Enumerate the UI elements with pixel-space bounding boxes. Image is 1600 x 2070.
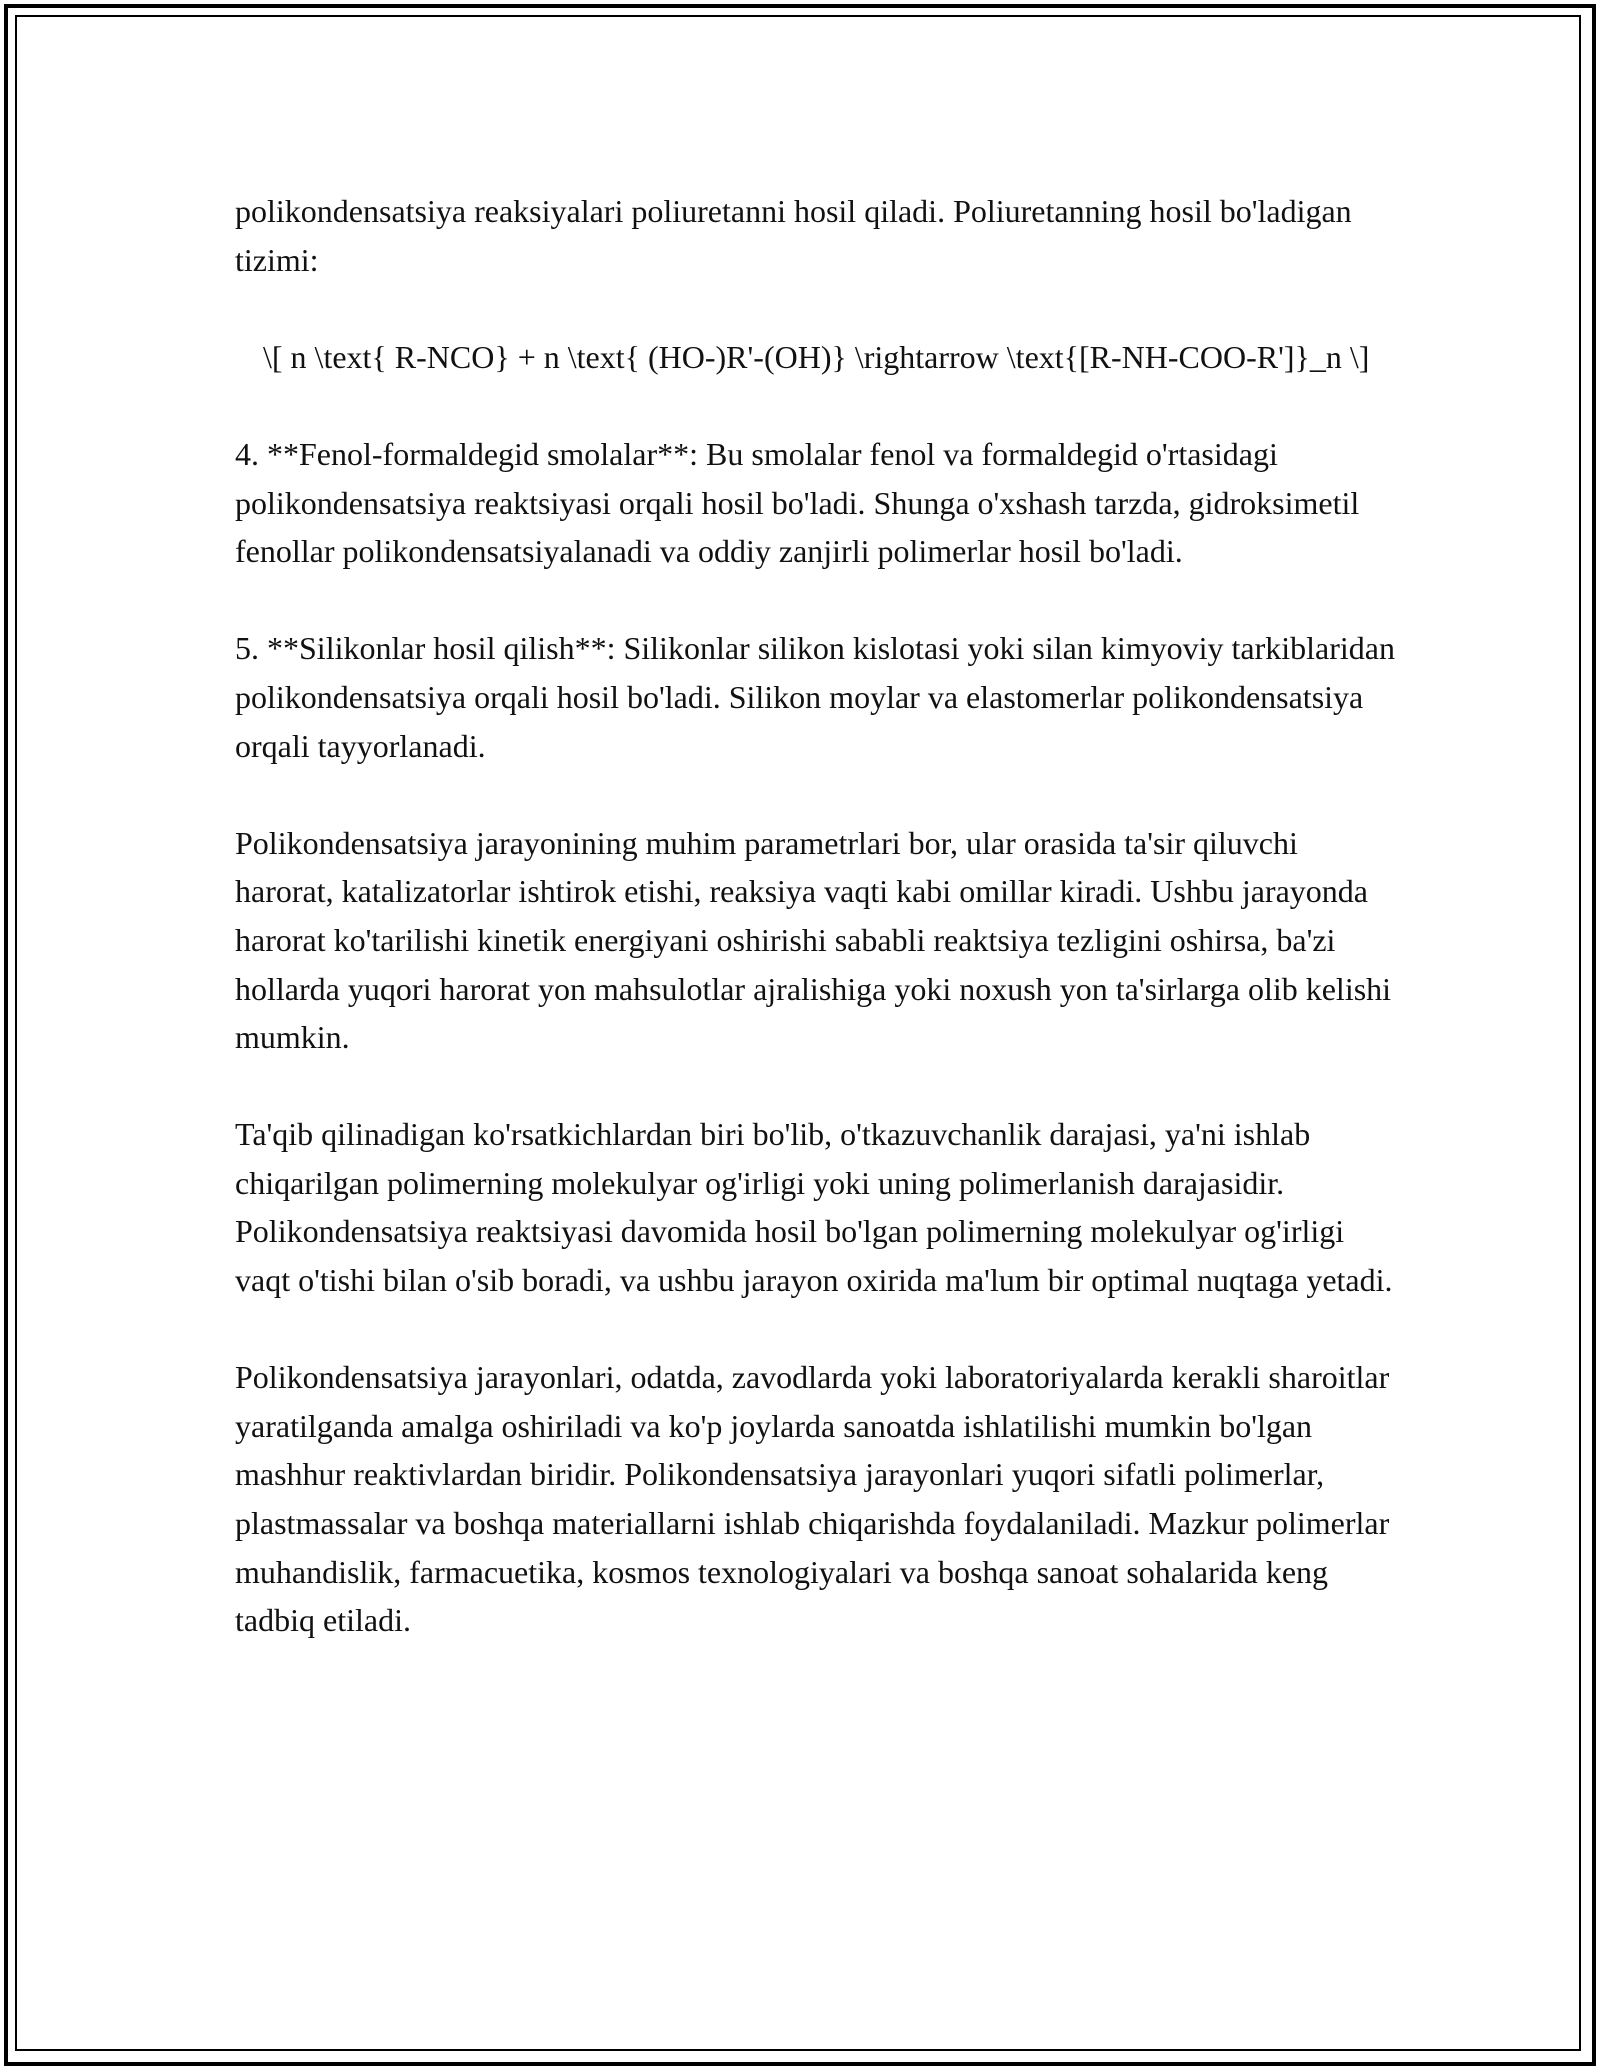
paragraph-polyurethane-formula: \[ n \text{ R-NCO} + n \text{ (HO-)R'-(OH)} \rightarrow \text{[R-NH-COO-R']}_n \]	[263, 338, 1370, 375]
paragraph-phenol-formaldehyde: 4. **Fenol-formaldegid smolalar**: Bu smolalar fenol va formaldegid o'rtasidagi polikondensatsiya reaktsiyasi orqali hosil bo'ladi. Shunga o'xshash tarzda, gidroksimetil fenollar polikondensatsiyalanadi va oddiy zanjirli polimerlar hosil bo'ladi.	[235, 435, 1360, 570]
paragraph-applications: Polikondensatsiya jarayonlari, odatda, zavodlarda yoki laboratoriyalarda kerakli sharoitlar yaratilganda amalga oshiriladi va ko'p joylarda sanoatda ishlatilishi mumkin bo'lgan mashhur reaktivlardan biridir. Polikondensatsiya jarayonlari yuqori sifatli polimerlar, plastmassalar va boshqa materiallarni ishlab chiqarishda foydalaniladi. Mazkur polimerlar muhandislik, farmacuetika, kosmos texnologiyalari va boshqa sanoat sohalarida keng tadbiq etiladi.	[235, 1359, 1390, 1639]
paragraph-molecular-weight: Ta'qib qilinadigan ko'rsatkichlardan biri bo'lib, o'tkazuvchanlik darajasi, ya'ni ishlab chiqarilgan polimerning molekulyar og'irligi yoki uning polimerlanish darajasidir. Polikondensatsiya reaktsiyasi davomida hosil bo'lgan polimerning molekulyar og'irligi vaqt o'tishi bilan o'sib boradi, va ushbu jarayon oxirida ma'lum bir optimal nuqtaga yetadi.	[235, 1116, 1393, 1299]
paragraph-polyurethane-intro: polikondensatsiya reaksiyalari poliuretanni hosil qiladi. Poliuretanning hosil bo'ladigan tizimi:	[235, 193, 1352, 278]
paragraph-parameters: Polikondensatsiya jarayonining muhim parametrlari bor, ular orasida ta'sir qiluvchi harorat, katalizatorlar ishtirok etishi, reaksiya vaqti kabi omillar kiradi. Ushbu jarayonda harorat ko'tarilishi kinetik energiyani oshirishi sababli reaktsiya tezligini oshirsa, ba'zi hollarda yuqori harorat yon mahsulotlar ajralishiga yoki noxush yon ta'sirlarga olib kelishi mumkin.	[235, 824, 1392, 1056]
document-body	[235, 187, 1395, 1693]
paragraph-silicones: 5. **Silikonlar hosil qilish**: Silikonlar silikon kislotasi yoki silan kimyoviy tarkiblaridan polikondensatsiya orqali hosil bo'ladi. Silikon moylar va elastomerlar polikondensatsiya orqali tayyorlanadi.	[235, 630, 1395, 764]
